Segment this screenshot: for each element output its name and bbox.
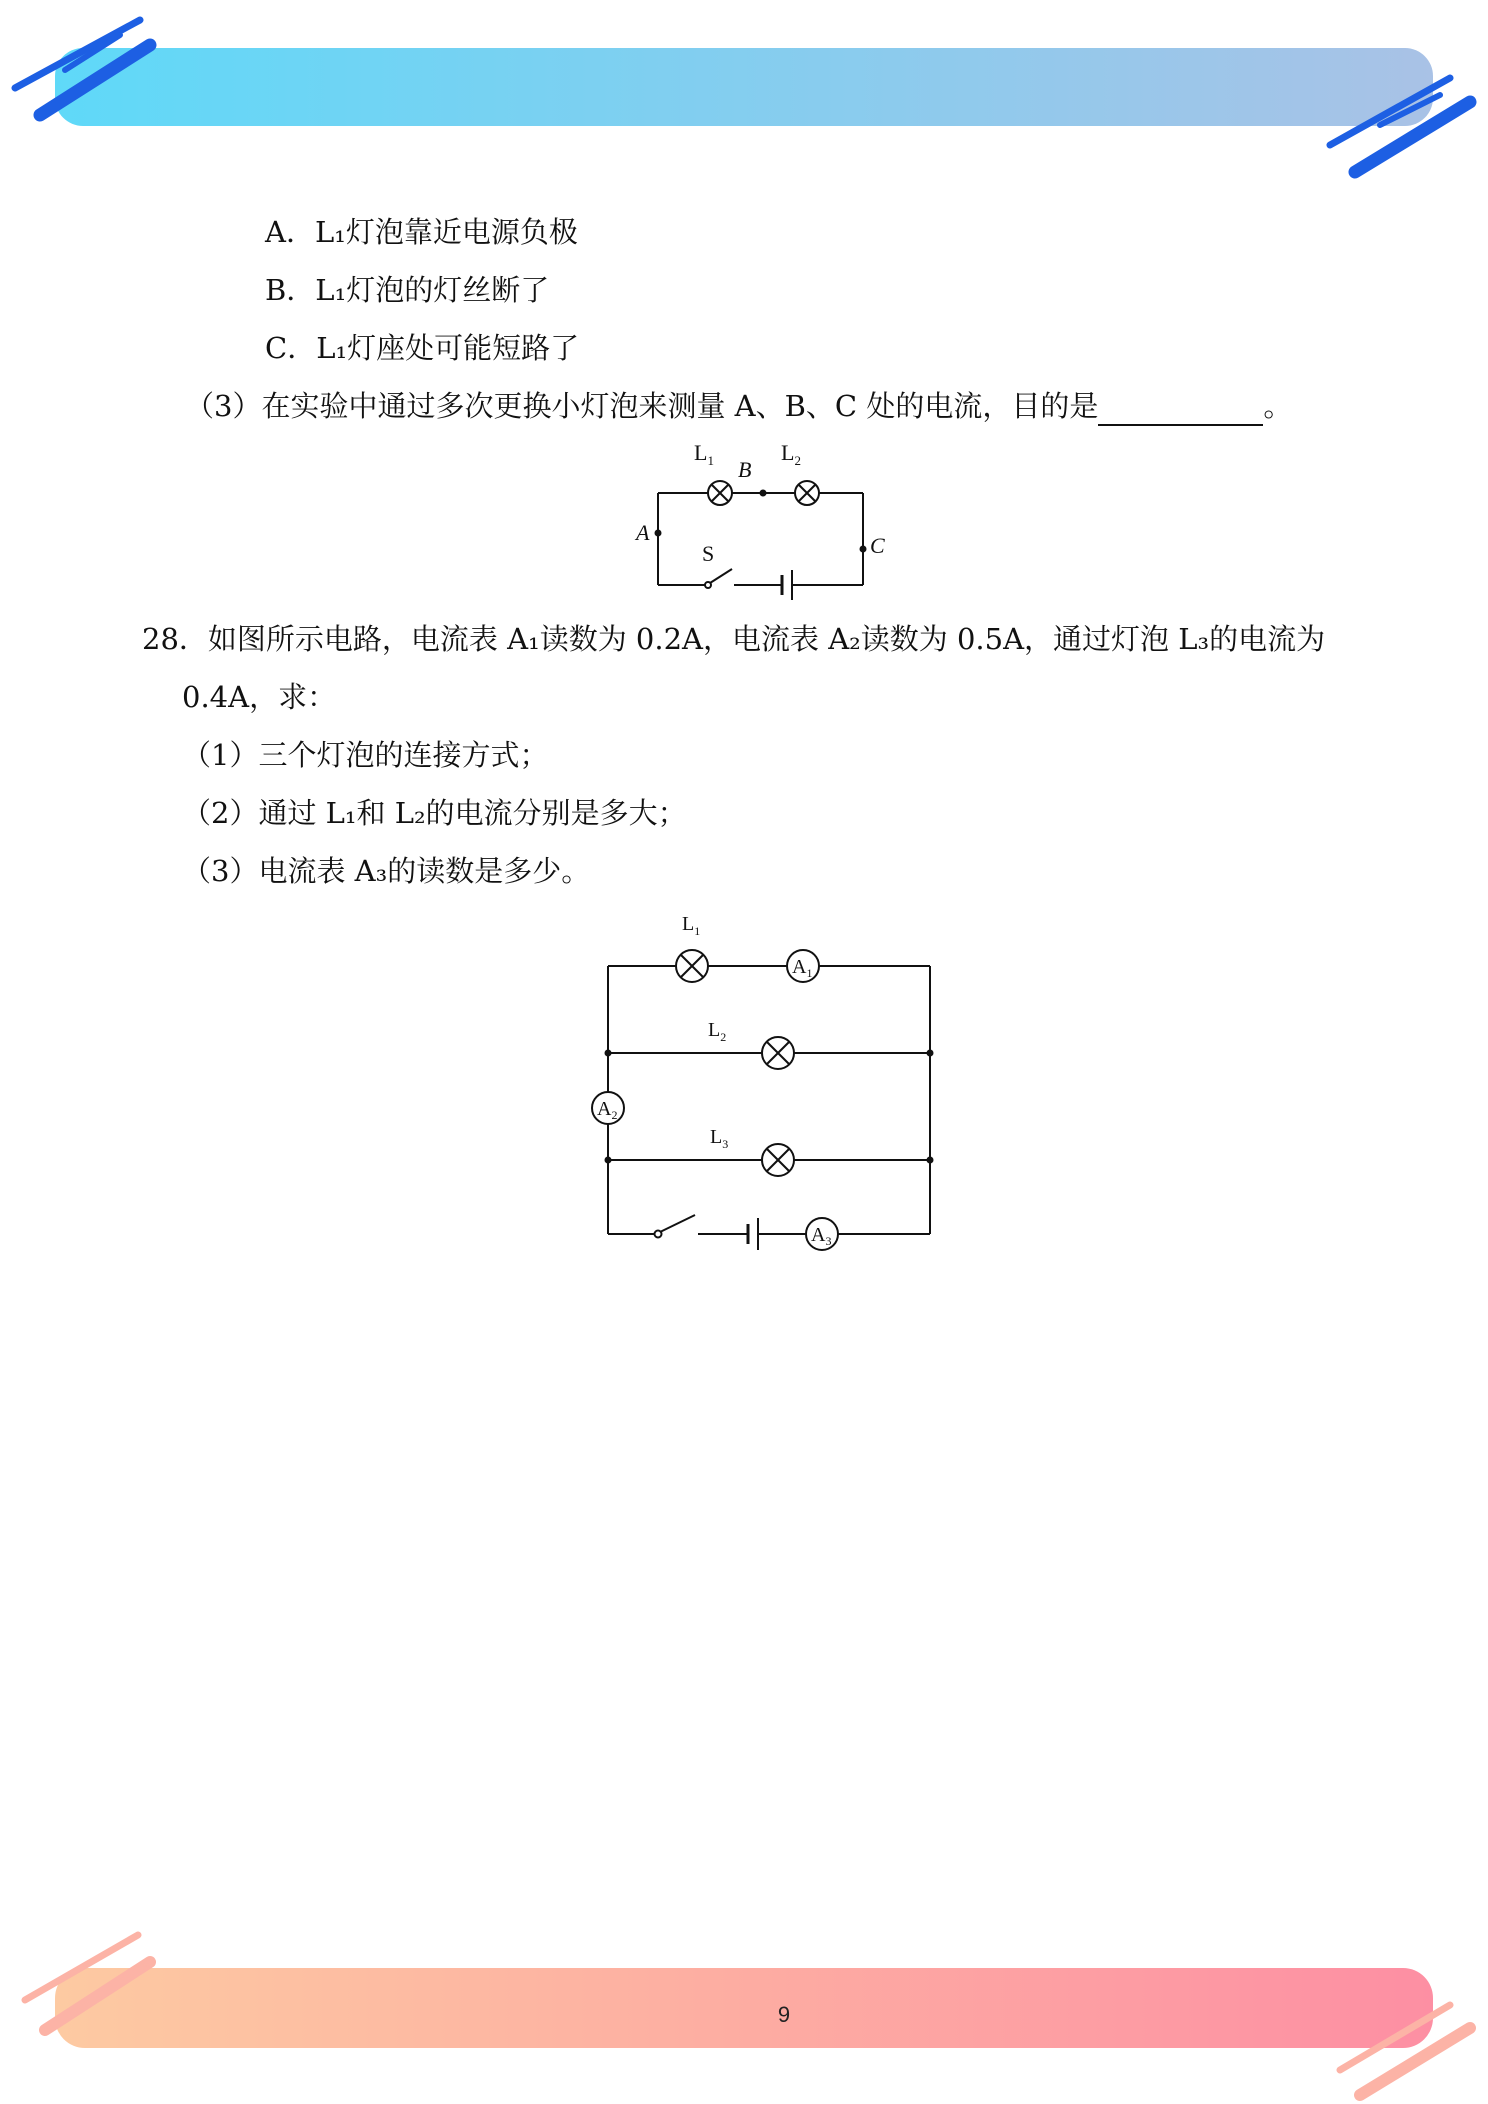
circuit-diagram-2 xyxy=(580,900,940,1260)
answer-blank xyxy=(1098,394,1263,426)
problem-28-sub1: （1）三个灯泡的连接方式； xyxy=(182,738,549,772)
label-c: C xyxy=(870,533,885,558)
problem-28-line1: 28．如图所示电路，电流表 A₁读数为 0.2A，电流表 A₂读数为 0.5A，通过灯泡 L₃的电流为 xyxy=(142,622,1326,656)
label-a2: $A_2$ xyxy=(597,1098,618,1122)
label-a3: $A_3$ xyxy=(811,1224,832,1248)
label-s: S xyxy=(702,541,715,566)
problem-28-sub3: （3）电流表 A₃的读数是多少。 xyxy=(182,854,591,888)
label-l2: $L_2$ xyxy=(781,440,801,468)
label-l1: $L_1$ xyxy=(682,913,701,938)
question-3-end: 。 xyxy=(1263,389,1293,423)
header-banner xyxy=(0,0,1488,190)
label-l2: $L_2$ xyxy=(708,1019,727,1044)
label-l1: $L_1$ xyxy=(694,440,714,468)
problem-28-sub2: （2）通过 L₁和 L₂的电流分别是多大； xyxy=(182,796,687,830)
label-b: B xyxy=(738,457,752,482)
question-3 xyxy=(185,386,1292,426)
label-a: A xyxy=(636,520,650,545)
page-number: 9 xyxy=(777,2002,791,2027)
option-a: A．L₁灯泡靠近电源负极 xyxy=(265,215,578,249)
question-3-text: （3）在实验中通过多次更换小灯泡来测量 A、B、C 处的电流，目的是 xyxy=(185,389,1099,423)
problem-28-line2: 0.4A，求： xyxy=(182,680,337,714)
option-c: C．L₁灯座处可能短路了 xyxy=(265,331,580,365)
label-l3: $L_3$ xyxy=(710,1126,729,1151)
circuit-diagram-1 xyxy=(620,435,900,605)
label-a1: $A_1$ xyxy=(792,956,813,980)
option-b: B．L₁灯泡的灯丝断了 xyxy=(265,273,550,307)
